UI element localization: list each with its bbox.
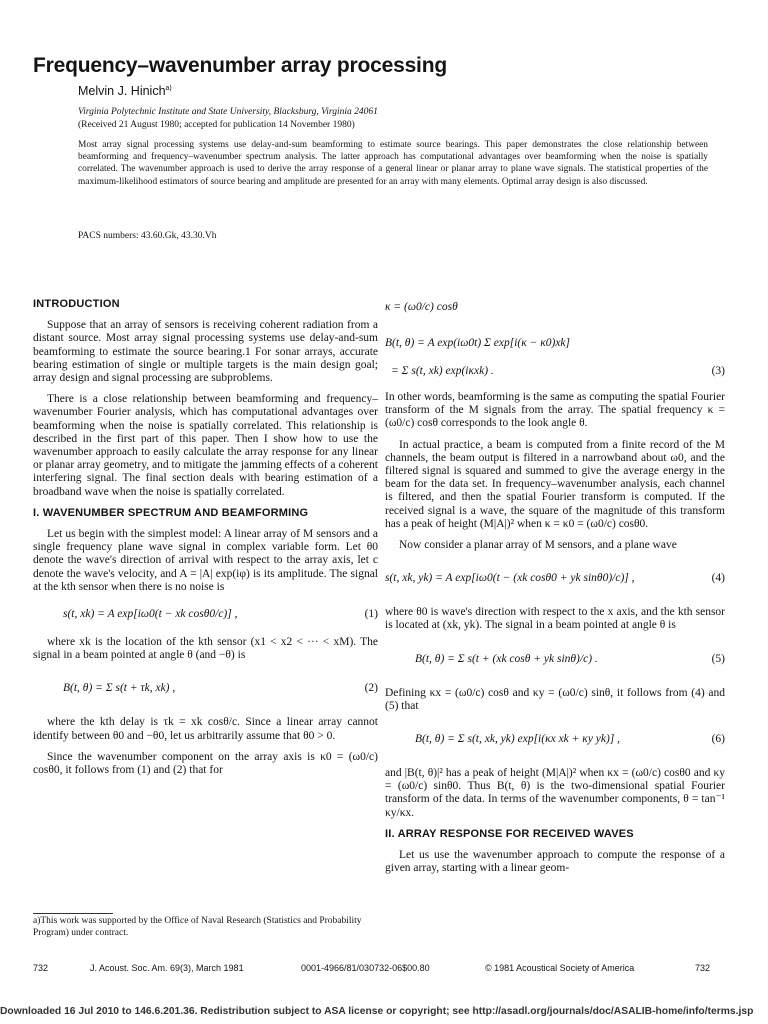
pacs-numbers: PACS numbers: 43.60.Gk, 43.30.Vh [78,231,217,241]
equation-number: (1) [364,608,378,621]
article-code: 0001-4966/81/030732-06$00.80 [301,963,430,973]
equation-formula: B(t, θ) = Σ s(t + τk, xk) , [63,682,176,695]
equation-formula: s(t, xk, yk) = A exp[iω0(t − (xk cosθ0 + yk sinθ0)/c)] , [385,572,635,585]
footnote-divider [33,913,113,914]
left-column [33,298,378,785]
section-heading-2: II. ARRAY RESPONSE FOR RECEIVED WAVES [385,827,634,840]
affiliation: Virginia Polytechnic Institute and State University, Blacksburg, Virginia 24061 [78,107,378,117]
equation-number: (5) [711,652,725,665]
equation-formula: B(t, θ) = Σ s(t, xk, yk) exp[i(κx xk + κy yk)] , [415,733,621,746]
paper-title: Frequency–wavenumber array processing [33,54,447,77]
section-heading-introduction: INTRODUCTION [33,298,120,310]
abstract: Most array signal processing systems use delay-and-sum beamforming to estimate source bearings. This paper demonstrates the close relationship between beamforming and frequency–wavenumber spectrum analysis. The latter approach has computational advantages over beamforming when the noise is spatially correlated. The wavenumber approach is used to derive the array response of a general linear or planar array to plane wave signals. The statistical properties of the maximum-likelihood estimators of source bearing and amplitude are presented for an array with many elements. Optimal array design is also discussed. [78,140,708,187]
author-name: Melvin J. Hinich$^{a)}$ [78,84,172,98]
paragraph: Since the wavenumber component on the array axis is κ0 = (ω0/c) cosθ0, it follows from (1) and (2) that for [33,750,378,777]
paragraph: Suppose that an array of sensors is receiving coherent radiation from a distant source. Most array signal processing systems use delay-and-sum beamforming to estimate the source bearing.1 For sonar arrays, accurate bearing estimation of single or multiple targets is the main design goal; array design and signal processing are subproblems. [33,319,378,385]
paragraph: Defining κx = (ω0/c) cosθ and κy = (ω0/c) sinθ, it follows from (4) and (5) that [385,686,725,712]
received-dates: (Received 21 August 1980; accepted for publication 14 November 1980) [78,120,355,130]
author-footnote-mark: a) [165,84,172,92]
page-number: 732 [33,963,49,973]
equation-4 [385,560,725,600]
equation-3 [385,329,725,385]
equation-1 [33,602,378,630]
equation-formula: = Σ s(t, xk) exp(iκxk) . [391,365,494,377]
equation-number: (3) [711,365,725,377]
paragraph: Now consider a planar array of M sensors, and a plane wave [399,539,677,552]
paragraph: There is a close relationship between beamforming and frequency–wavenumber Fourier analysis, which has computational advantages over beamforming when the noise is spatially correlated. This relationship is described in the first part of this paper. Then I show how to use the wavenumber approach to easily calculate the array response for any linear or planar array geometry, and to mitigate the jamming effects of a coherent interfering signal. The final section deals with bearing estimation of a broadband wave when the noise is spatially correlated. [33,393,378,498]
paragraph: and |B(t, θ)|² has a peak of height (M|A|)² when κx = (ω0/c) cosθ0 and κy = (ω0/c) sinθ0. Thus B(t, θ) is the two-dimensional spatial Fourier transform of the data. In terms of the wavenumber components, θ = tan⁻¹ κy/κx. [385,767,725,819]
equation-number: (4) [711,572,725,585]
download-notice: Downloaded 16 Jul 2010 to 146.6.201.36. Redistribution subject to ASA license or copyright; see http://asadl.org/journals/doc/ASALIB-home/info/terms.jsp [0,1006,754,1017]
paragraph: In other words, beamforming is the same as computing the spatial Fourier transform of the M signals from the array. The spatial frequency κ = (ω0/c) cosθ corresponds to the look angle θ. [385,391,725,430]
equation-number: (6) [711,733,725,746]
equation-formula: B(t, θ) = A exp(iω0t) Σ exp[i(κ − κ0)xk] [385,337,571,349]
paragraph: In actual practice, a beam is computed from a finite record of the M channels, the beam output is filtered in a narrowband about ω0, and the filtered signal is squared and summed to give the average energy in the beam for the data set. In frequency–wavenumber analysis, each channel is filtered, and then the spatial Fourier transform is computed. If the received signal is a wave, the square of the magnitude of this transform has a peak of height (M|A|)² when κ = κ0 = (ω0/c) cosθ0. [385,438,725,530]
equation-formula: B(t, θ) = Σ s(t + (xk cosθ + yk sinθ)/c) . [415,652,598,665]
equation-5 [385,641,725,681]
paragraph: where xk is the location of the kth sensor (x1 < x2 < ··· < xM). The signal in a beam pointed at angle θ (and −θ) is [33,636,378,662]
paragraph: Let us begin with the simplest model: A linear array of M sensors and a single frequency plane wave signal in complex variable form. Let θ0 denote the wave's direction of arrival with respect to the array axis, let c denote the wave's velocity, and A = |A| exp(iφ) is its amplitude. The signal at the kth sensor when there is no noise is [33,528,378,593]
paragraph: where θ0 is wave's direction with respect to the x axis, and the kth sensor is located at (xk, yk). The signal in a beam pointed at angle θ is [385,606,725,632]
equation-formula: s(t, xk) = A exp[iω0(t − xk cosθ0/c)] , [63,608,238,621]
equation-6 [385,721,725,761]
page-number: 732 [695,963,711,973]
copyright: © 1981 Acoustical Society of America [485,963,635,973]
equation-formula: κ = (ω0/c) cosθ [385,301,458,313]
right-column [385,298,725,883]
journal-citation: J. Acoust. Soc. Am. 69(3), March 1981 [90,963,244,973]
paragraph: Let us use the wavenumber approach to compute the response of a given array, starting with a linear geom- [385,849,725,875]
paragraph: where the kth delay is τk = xk cosθ/c. Since a linear array cannot identify between θ0 and −θ0, let us arbitrarily assume that θ0 > 0. [33,716,378,742]
equation-number: (2) [364,682,378,695]
equation-2 [33,670,378,710]
section-heading-1: I. WAVENUMBER SPECTRUM AND BEAMFORMING [33,506,309,519]
footnote: a)This work was supported by the Office of Naval Research (Statistics and Probability Program) under contract. [33,916,362,938]
equation-kappa [385,301,725,323]
